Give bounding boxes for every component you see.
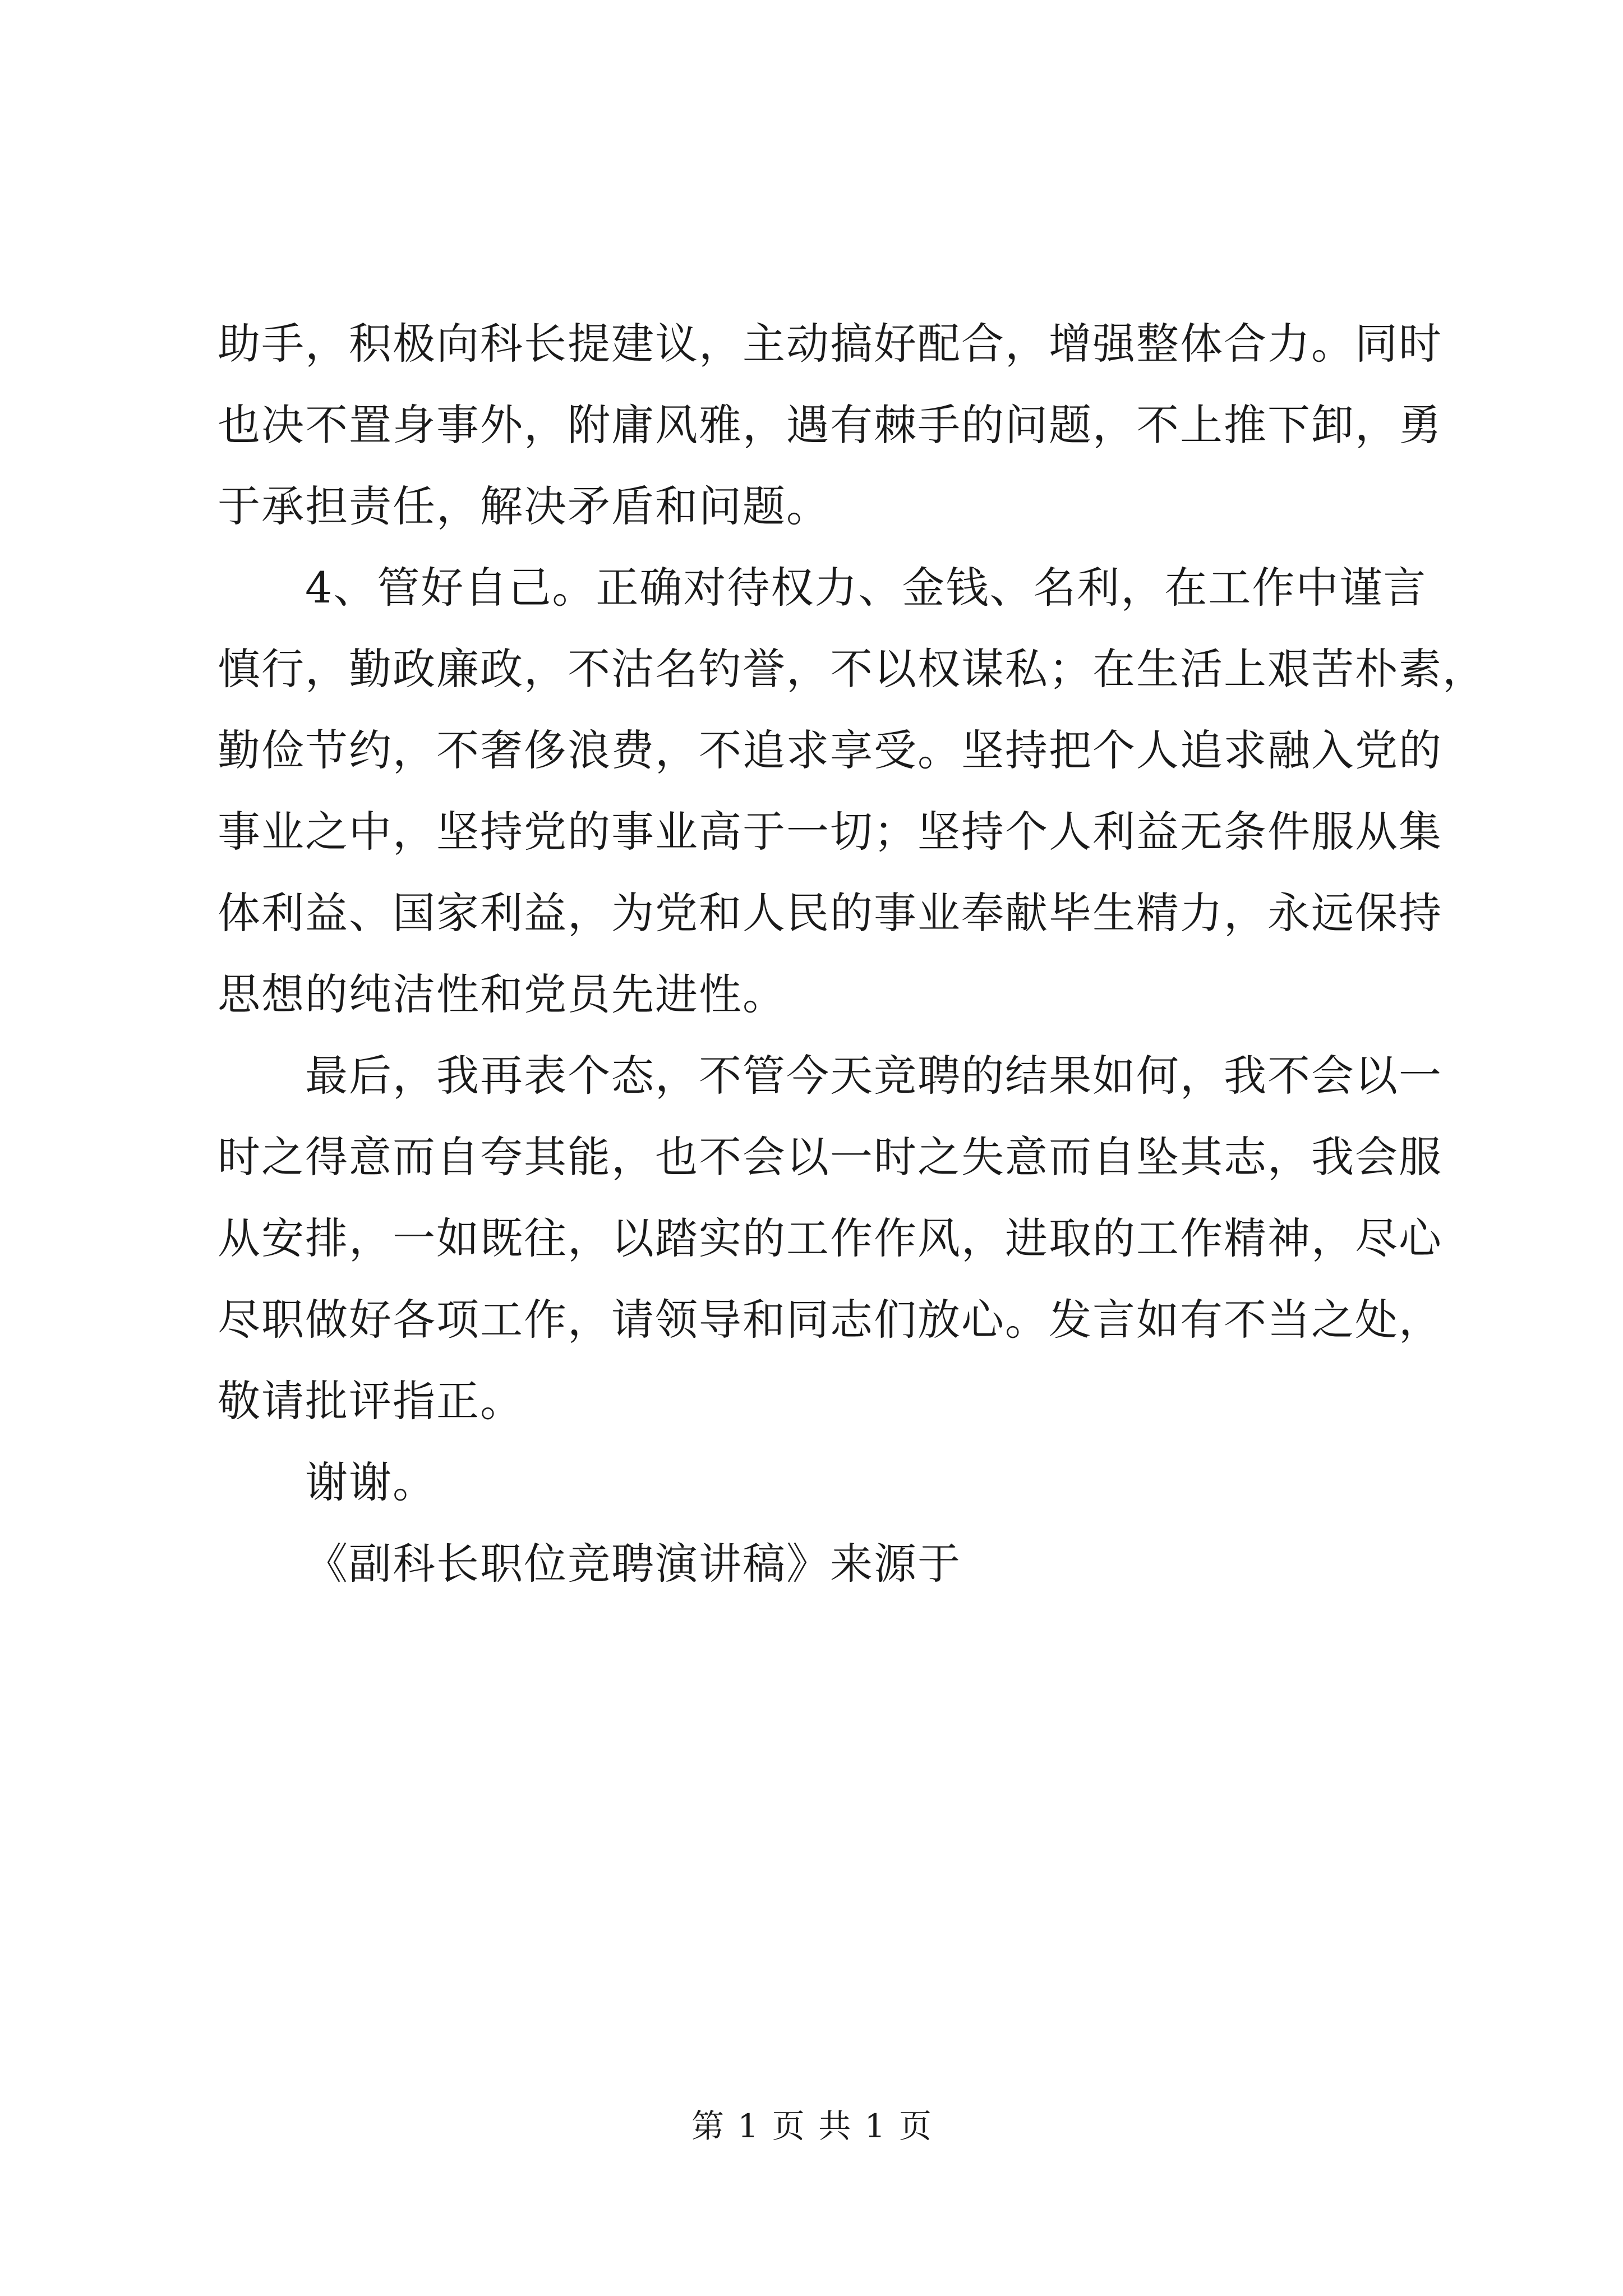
page-footer: 第 1 页 共 1 页 (691, 2107, 932, 2145)
text-line: 时之得意而自夸其能，也不会以一时之失意而自坠其志，我会服 (218, 1132, 1442, 1182)
document-body (218, 303, 1486, 1604)
text-line: 助手，积极向科长提建议，主动搞好配合，增强整体合力。同时 (218, 319, 1442, 369)
text-line: 体利益、国家利益，为党和人民的事业奉献毕生精力，永远保持 (218, 888, 1442, 938)
text-line: 于承担责任，解决矛盾和问题。 (218, 481, 830, 531)
source-line: 《副科长职位竞聘演讲稿》来源于 (305, 1539, 961, 1589)
text-line: 从安排，一如既往，以踏实的工作作风，进取的工作精神，尽心 (218, 1213, 1442, 1263)
text-line: 4、管好自己。正确对待权力、金钱、名利，在工作中谨言 (305, 563, 1427, 613)
text-line: 事业之中，坚持党的事业高于一切；坚持个人利益无条件服从集 (218, 807, 1442, 857)
paragraph-closing-statement (218, 1035, 1442, 1442)
text-line: 思想的纯洁性和党员先进性。 (218, 969, 786, 1019)
text-line: 也决不置身事外，附庸风雅，遇有棘手的问题，不上推下卸，勇 (218, 400, 1442, 450)
text-line: 勤俭节约，不奢侈浪费，不追求享受。坚持把个人追求融入党的 (218, 725, 1442, 775)
thanks-line: 谢谢。 (305, 1457, 436, 1507)
text-line: 敬请批评指正。 (218, 1376, 524, 1426)
text-line: 最后，我再表个态，不管今天竞聘的结果如何，我不会以一 (305, 1051, 1442, 1101)
text-line: 慎行，勤政廉政，不沽名钓誉，不以权谋私；在生活上艰苦朴素， (218, 644, 1486, 694)
paragraph-manage-self (218, 547, 1486, 1035)
paragraph-continuation (218, 303, 1442, 547)
text-line: 尽职做好各项工作，请领导和同志们放心。发言如有不当之处， (218, 1295, 1442, 1345)
